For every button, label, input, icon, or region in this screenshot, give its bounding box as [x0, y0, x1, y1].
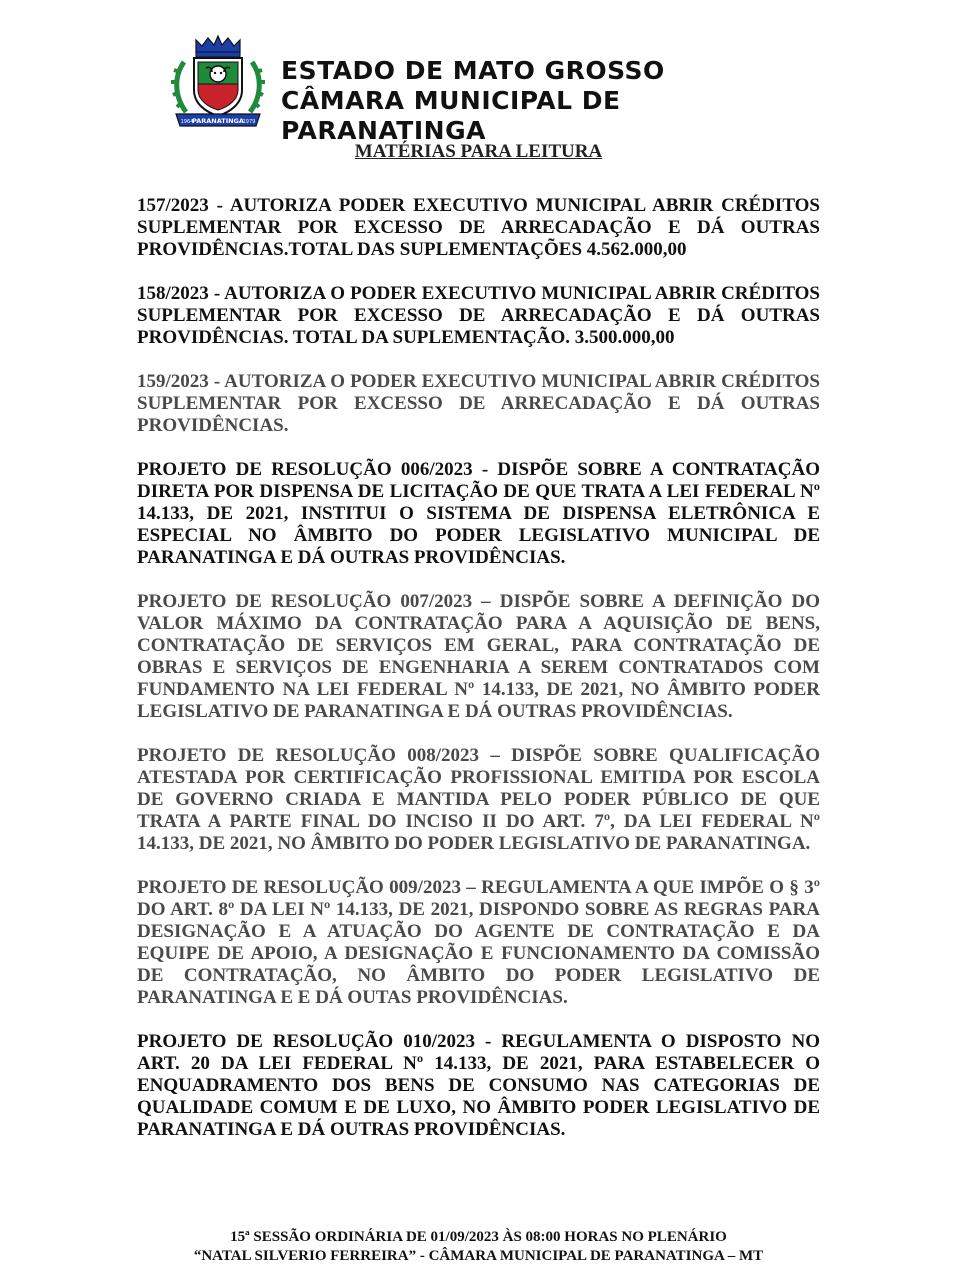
footer-line-2: “NATAL SILVERIO FERREIRA” - CÂMARA MUNICIPAL DE PARANATINGA – MT [193, 1248, 764, 1264]
crest-year-right: 1979 [242, 119, 256, 125]
chamber-name: CÂMARA MUNICIPAL DE PARANATINGA [281, 86, 621, 145]
list-item: PROJETO DE RESOLUÇÃO 007/2023 – DISPÕE SOBRE A DEFINIÇÃO DO VALOR MÁXIMO DA CONTRATAÇÃO PARA A AQUISIÇÃO DE BENS, CONTRATAÇÃO DE SERVIÇOS EM GERAL, PARA CONTRATAÇÃO DE OBRAS E SERVIÇOS DE ENGENHARIA A SEREM CONTRATADOS COM FUNDAMENTO NA LEI FEDERAL Nº 14.133, DE 2021, NO ÂMBITO PODER LEGISLATIVO DE PARANATINGA E DÁ OUTRAS PROVIDÊNCIAS. [137, 591, 820, 722]
list-item: PROJETO DE RESOLUÇÃO 008/2023 – DISPÕE SOBRE QUALIFICAÇÃO ATESTADA POR CERTIFICAÇÃO PROFISSIONAL EMITIDA POR ESCOLA DE GOVERNO CRIADA E MANTIDA PELO PODER PÚBLICO DE QUE TRATA A PARTE FINAL DO INCISO II DO ART. 7º, DA LEI FEDERAL Nº 14.133, DE 2021, NO ÂMBITO DO PODER LEGISLATIVO DE PARANATINGA. [137, 745, 820, 854]
letterhead-text [281, 56, 808, 146]
crest-year-left: 1964 [180, 119, 194, 125]
footer-line-1: 15ª SESSÃO ORDINÁRIA DE 01/09/2023 ÀS 08:00 HORAS NO PLENÁRIO [230, 1229, 727, 1245]
list-item: 159/2023 - AUTORIZA O PODER EXECUTIVO MUNICIPAL ABRIR CRÉDITOS SUPLEMENTAR POR EXCESSO DE ARRECADAÇÃO E DÁ OUTRAS PROVIDÊNCIAS. [137, 371, 820, 436]
municipal-crest-icon [168, 32, 268, 132]
reading-items-list [137, 195, 820, 1163]
letterhead [168, 32, 808, 145]
list-item: PROJETO DE RESOLUÇÃO 010/2023 - REGULAMENTA O DISPOSTO NO ART. 20 DA LEI FEDERAL Nº 14.133, DE 2021, PARA ESTABELECER O ENQUADRAMENTO DOS BENS DE CONSUMO NAS CATEGORIAS DE QUALIDADE COMUM E DE LUXO, NO ÂMBITO PODER LEGISLATIVO DE PARANATINGA E DÁ OUTRAS PROVIDÊNCIAS. [137, 1031, 820, 1140]
list-item: PROJETO DE RESOLUÇÃO 009/2023 – REGULAMENTA A QUE IMPÕE O § 3º DO ART. 8º DA LEI Nº 14.133, DE 2021, DISPONDO SOBRE AS REGRAS PARA DESIGNAÇÃO E A ATUAÇÃO DO AGENTE DE CONTRATAÇÃO E DA EQUIPE DE APOIO, A DESIGNAÇÃO E FUNCIONAMENTO DA COMISSÃO DE CONTRATAÇÃO, NO ÂMBITO DO PODER LEGISLATIVO DE PARANATINGA E E DÁ OUTAS PROVIDÊNCIAS. [137, 877, 820, 1008]
list-item: 157/2023 - AUTORIZA PODER EXECUTIVO MUNICIPAL ABRIR CRÉDITOS SUPLEMENTAR POR EXCESSO DE ARRECADAÇÃO E DÁ OUTRAS PROVIDÊNCIAS.TOTAL DAS SUPLEMENTAÇÕES 4.562.000,00 [137, 195, 820, 260]
list-item: 158/2023 - AUTORIZA O PODER EXECUTIVO MUNICIPAL ABRIR CRÉDITOS SUPLEMENTAR POR EXCESSO DE ARRECADAÇÃO E DÁ OUTRAS PROVIDÊNCIAS. TOTAL DA SUPLEMENTAÇÃO. 3.500.000,00 [137, 283, 820, 348]
session-footer [0, 1228, 957, 1266]
crest-banner-text: PARANATINGA [192, 117, 244, 125]
list-item: PROJETO DE RESOLUÇÃO 006/2023 - DISPÕE SOBRE A CONTRATAÇÃO DIRETA POR DISPENSA DE LICITAÇÃO DE QUE TRATA A LEI FEDERAL Nº 14.133, DE 2021, INSTITUI O SISTEMA DE DISPENSA ELETRÔNICA E ESPECIAL NO ÂMBITO DO PODER LEGISLATIVO MUNICIPAL DE PARANATINGA E DÁ OUTRAS PROVIDÊNCIAS. [137, 459, 820, 568]
state-name: ESTADO DE MATO GROSSO [281, 56, 665, 85]
page-title: MATÉRIAS PARA LEITURA [354, 141, 603, 162]
